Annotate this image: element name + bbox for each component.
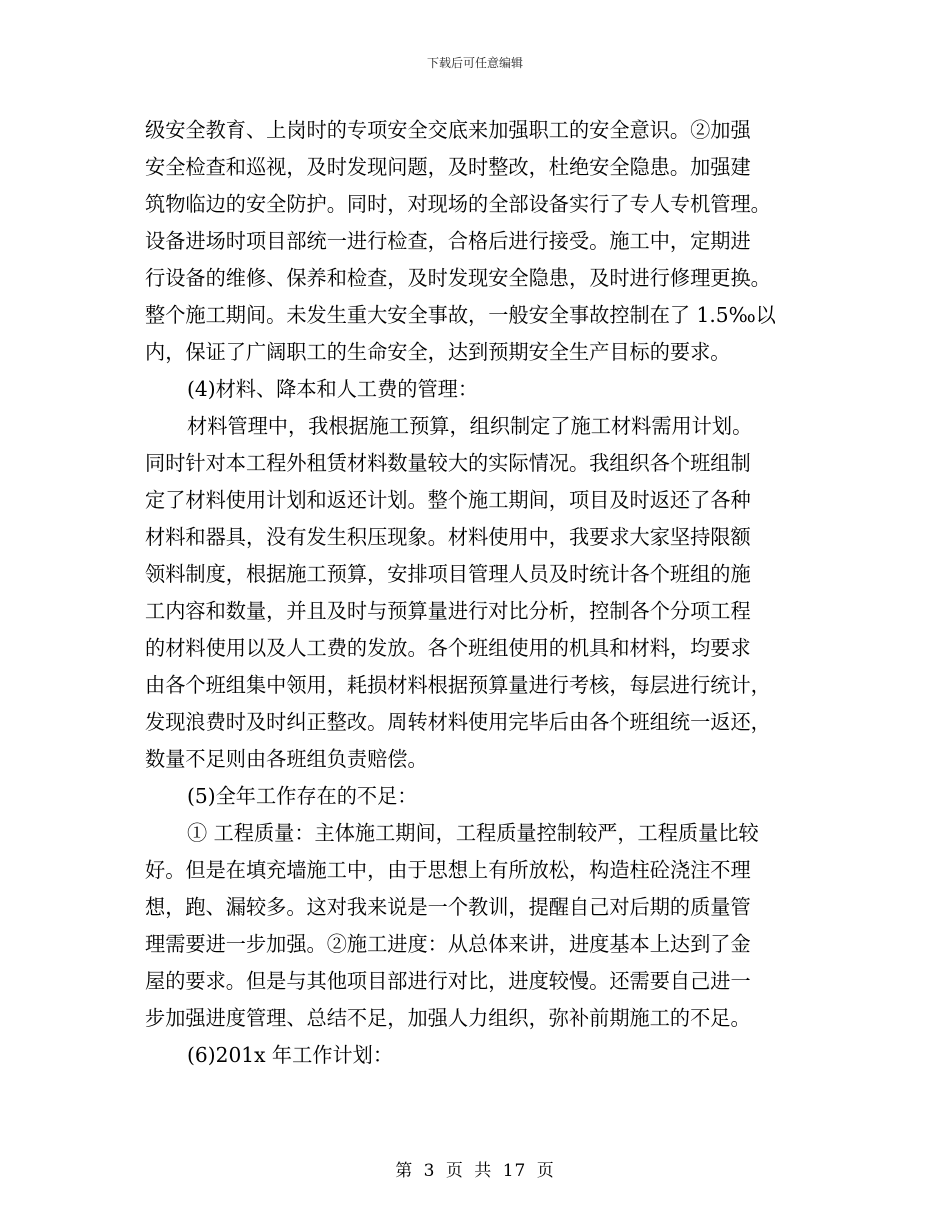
page-number-footer: 第 3 页 共 17 页	[395, 1161, 555, 1181]
section-heading-work-plan	[145, 1037, 810, 1074]
paragraph-materials	[145, 408, 810, 778]
text-line: (6)201x 年工作计划：	[187, 1043, 394, 1067]
text-line: 数量不足则由各班组负责赔偿。	[145, 747, 428, 771]
text-line: 工内容和数量，并且及时与预算量进行对比分析，控制各个分项工程	[145, 599, 751, 623]
text-line: 好。但是在填充墙施工中，由于思想上有所放松，构造柱砼浇注不理	[145, 858, 751, 882]
text-line: 材料管理中，我根据施工预算，组织制定了施工材料需用计划。	[187, 414, 753, 438]
paragraph-safety-continued	[145, 112, 810, 371]
text-line: 由各个班组集中领用，耗损材料根据预算量进行考核，每层进行统计，	[145, 673, 771, 697]
text-line: 的材料使用以及人工费的发放。各个班组使用的机具和材料，均要求	[145, 636, 751, 660]
text-line: 步加强进度管理、总结不足，加强人力组织，弥补前期施工的不足。	[145, 1006, 751, 1030]
section-heading-materials	[145, 371, 810, 408]
text-line: 内，保证了广阔职工的生命安全，达到预期安全生产目标的要求。	[145, 340, 731, 364]
text-line: 发现浪费时及时纠正整改。周转材料使用完毕后由各个班组统一返还，	[145, 710, 771, 734]
text-line: 想，跑、漏较多。这对我来说是一个教训，提醒自己对后期的质量管	[145, 895, 751, 919]
text-line: 筑物临边的安全防护。同时，对现场的全部设备实行了专人专机管理。	[145, 192, 771, 216]
document-body	[145, 112, 810, 1074]
paragraph-shortcomings	[145, 815, 810, 1037]
text-line: (4)材料、降本和人工费的管理：	[187, 377, 479, 401]
page-header: 下载后可任意编辑	[426, 56, 523, 70]
text-line: 同时针对本工程外租赁材料数量较大的实际情况。我组织各个班组制	[145, 451, 751, 475]
text-line: ① 工程质量：主体施工期间，工程质量控制较严，工程质量比较	[187, 821, 759, 845]
text-line: (5)全年工作存在的不足：	[187, 784, 418, 808]
text-line: 定了材料使用计划和返还计划。整个施工期间，项目及时返还了各种	[145, 488, 751, 512]
text-line: 设备进场时项目部统一进行检查，合格后进行接受。施工中，定期进	[145, 229, 751, 253]
text-line: 整个施工期间。未发生重大安全事故，一般安全事故控制在了 1.5‰以	[145, 303, 776, 327]
text-line: 材料和器具，没有发生积压现象。材料使用中，我要求大家坚持限额	[145, 525, 751, 549]
text-line: 屋的要求。但是与其他项目部进行对比，进度较慢。还需要自己进一	[145, 969, 751, 993]
text-line: 理需要进一步加强。②施工进度：从总体来讲，进度基本上达到了金	[145, 932, 751, 956]
text-line: 行设备的维修、保养和检查，及时发现安全隐患，及时进行修理更换。	[145, 266, 771, 290]
text-line: 领料制度，根据施工预算，安排项目管理人员及时统计各个班组的施	[145, 562, 751, 586]
text-line: 安全检查和巡视，及时发现问题，及时整改，杜绝安全隐患。加强建	[145, 155, 751, 179]
text-line: 级安全教育、上岗时的专项安全交底来加强职工的安全意识。②加强	[145, 118, 751, 142]
section-heading-shortcomings	[145, 778, 810, 815]
